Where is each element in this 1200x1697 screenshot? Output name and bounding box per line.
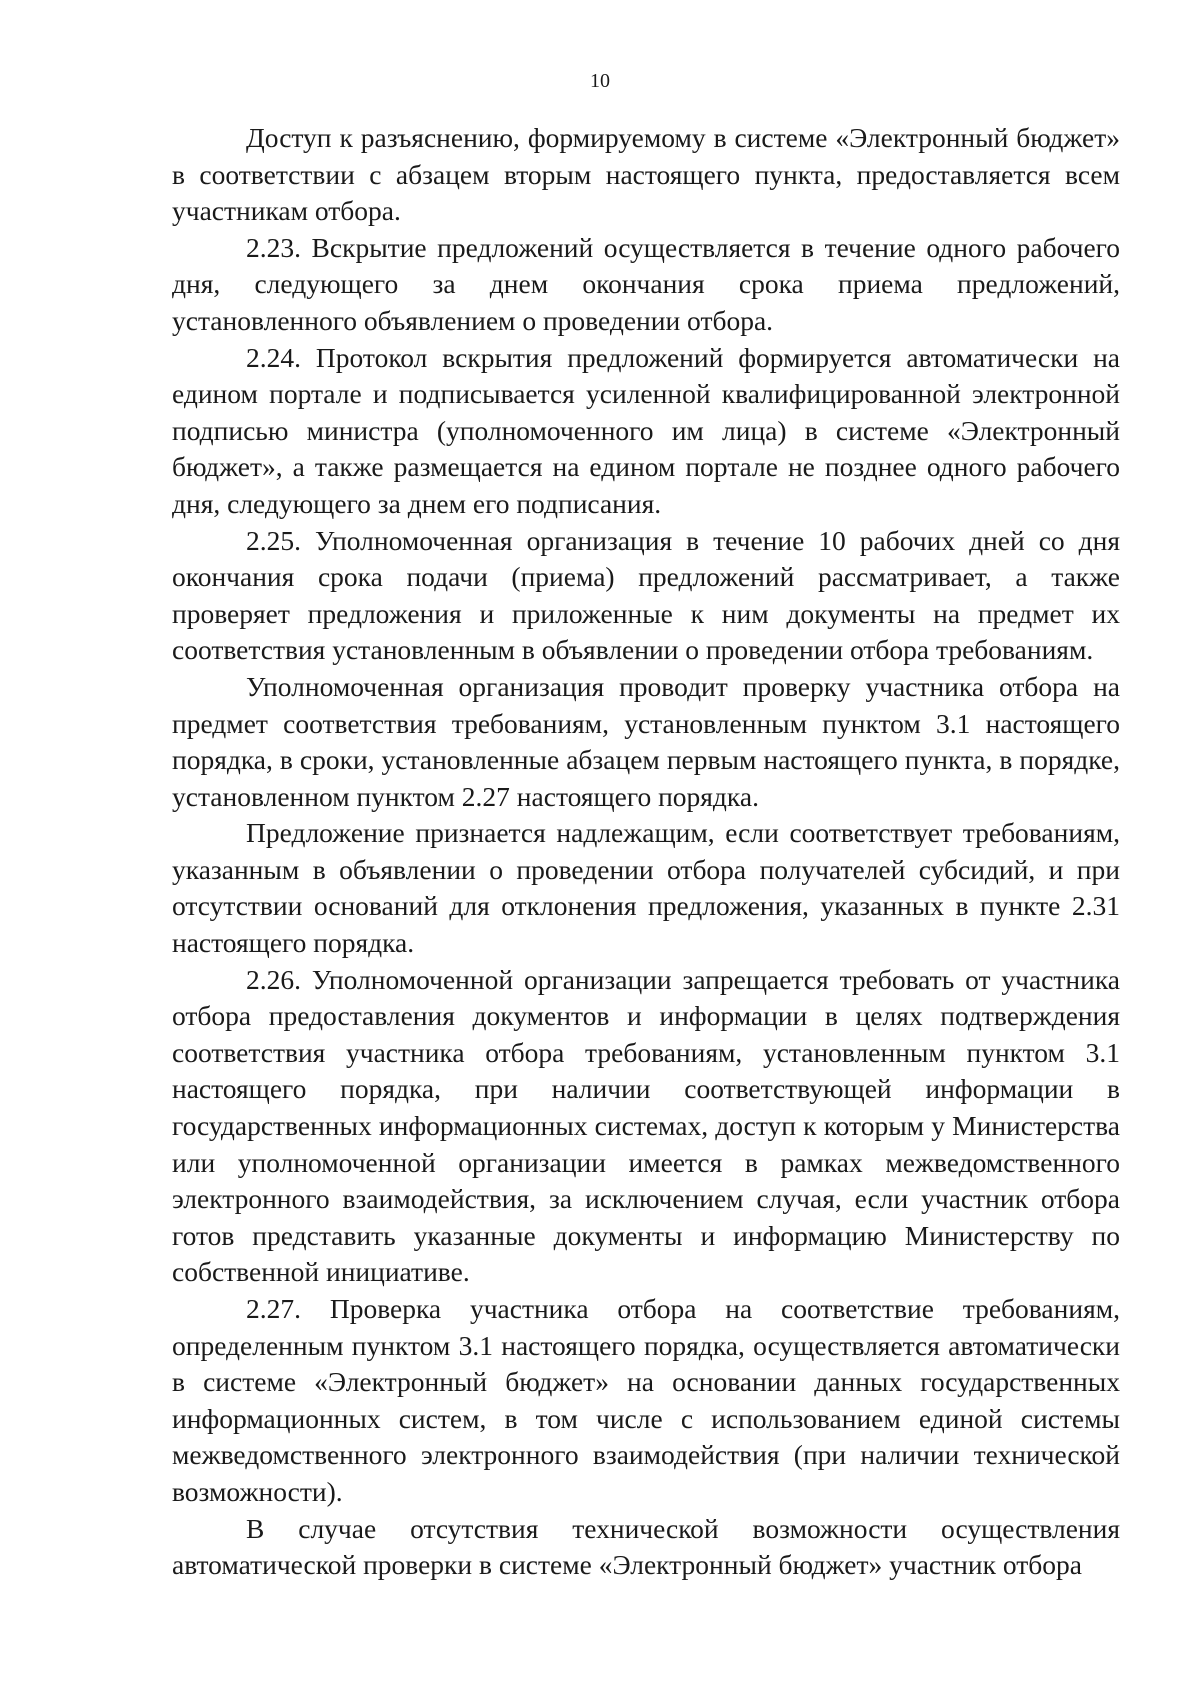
paragraph: 2.25. Уполномоченная организация в течение 10 рабочих дней со дня окончания срока подачи (приема) предложений рассматривает, а также проверяет предложения и приложенные к ним документы на предмет их соответствия установленным в объявлении о проведении отбора требованиям.: [172, 524, 1120, 666]
paragraph: Предложение признается надлежащим, если соответствует требованиям, указанным в объявлении о проведении отбора получателей субсидий, и при отсутствии оснований для отклонения предложения, указанных в пункте 2.31 настоящего порядка.: [172, 817, 1120, 959]
paragraph: Уполномоченная организация проводит проверку участника отбора на предмет соответствия требованиям, установленным пунктом 3.1 настоящего порядка, в сроки, установленные абзацем первым настоящего пункта, в порядке, установленном пунктом 2.27 настоящего порядка.: [172, 670, 1120, 812]
document-body: [172, 120, 1120, 1584]
paragraph: Доступ к разъяснению, формируемому в системе «Электронный бюджет» в соответствии с абзацем вторым настоящего пункта, предоставляется всем участникам отбора.: [172, 122, 1120, 227]
paragraph: 2.27. Проверка участника отбора на соответствие требованиям, определенным пунктом 3.1 настоящего порядка, осуществляется автоматически в системе «Электронный бюджет» на основании данных государственных информационных систем, в том числе с использованием единой системы межведомственного электронного взаимодействия (при наличии технической возможности).: [172, 1293, 1120, 1507]
page-number: 10: [590, 70, 610, 92]
paragraph: 2.24. Протокол вскрытия предложений формируется автоматически на едином портале и подписывается усиленной квалифицированной электронной подписью министра (уполномоченного им лица) в системе «Электронный бюджет», а также размещается на едином портале не позднее одного рабочего дня, следующего за днем его подписания.: [172, 341, 1120, 519]
paragraph: В случае отсутствия технической возможности осуществления автоматической проверки в системе «Электронный бюджет» участник отбора: [172, 1512, 1120, 1581]
paragraph: 2.23. Вскрытие предложений осуществляется в течение одного рабочего дня, следующего за днем окончания срока приема предложений, установленного объявлением о проведении отбора.: [172, 231, 1120, 336]
paragraph: 2.26. Уполномоченной организации запрещается требовать от участника отбора предоставления документов и информации в целях подтверждения соответствия участника отбора требованиям, установленным пунктом 3.1 настоящего порядка, при наличии соответствующей информации в государственных информационных системах, доступ к которым у Министерства или уполномоченной организации имеется в рамках межведомственного электронного взаимодействия, за исключением случая, если участник отбора готов представить указанные документы и информацию Министерству по собственной инициативе.: [172, 963, 1120, 1288]
